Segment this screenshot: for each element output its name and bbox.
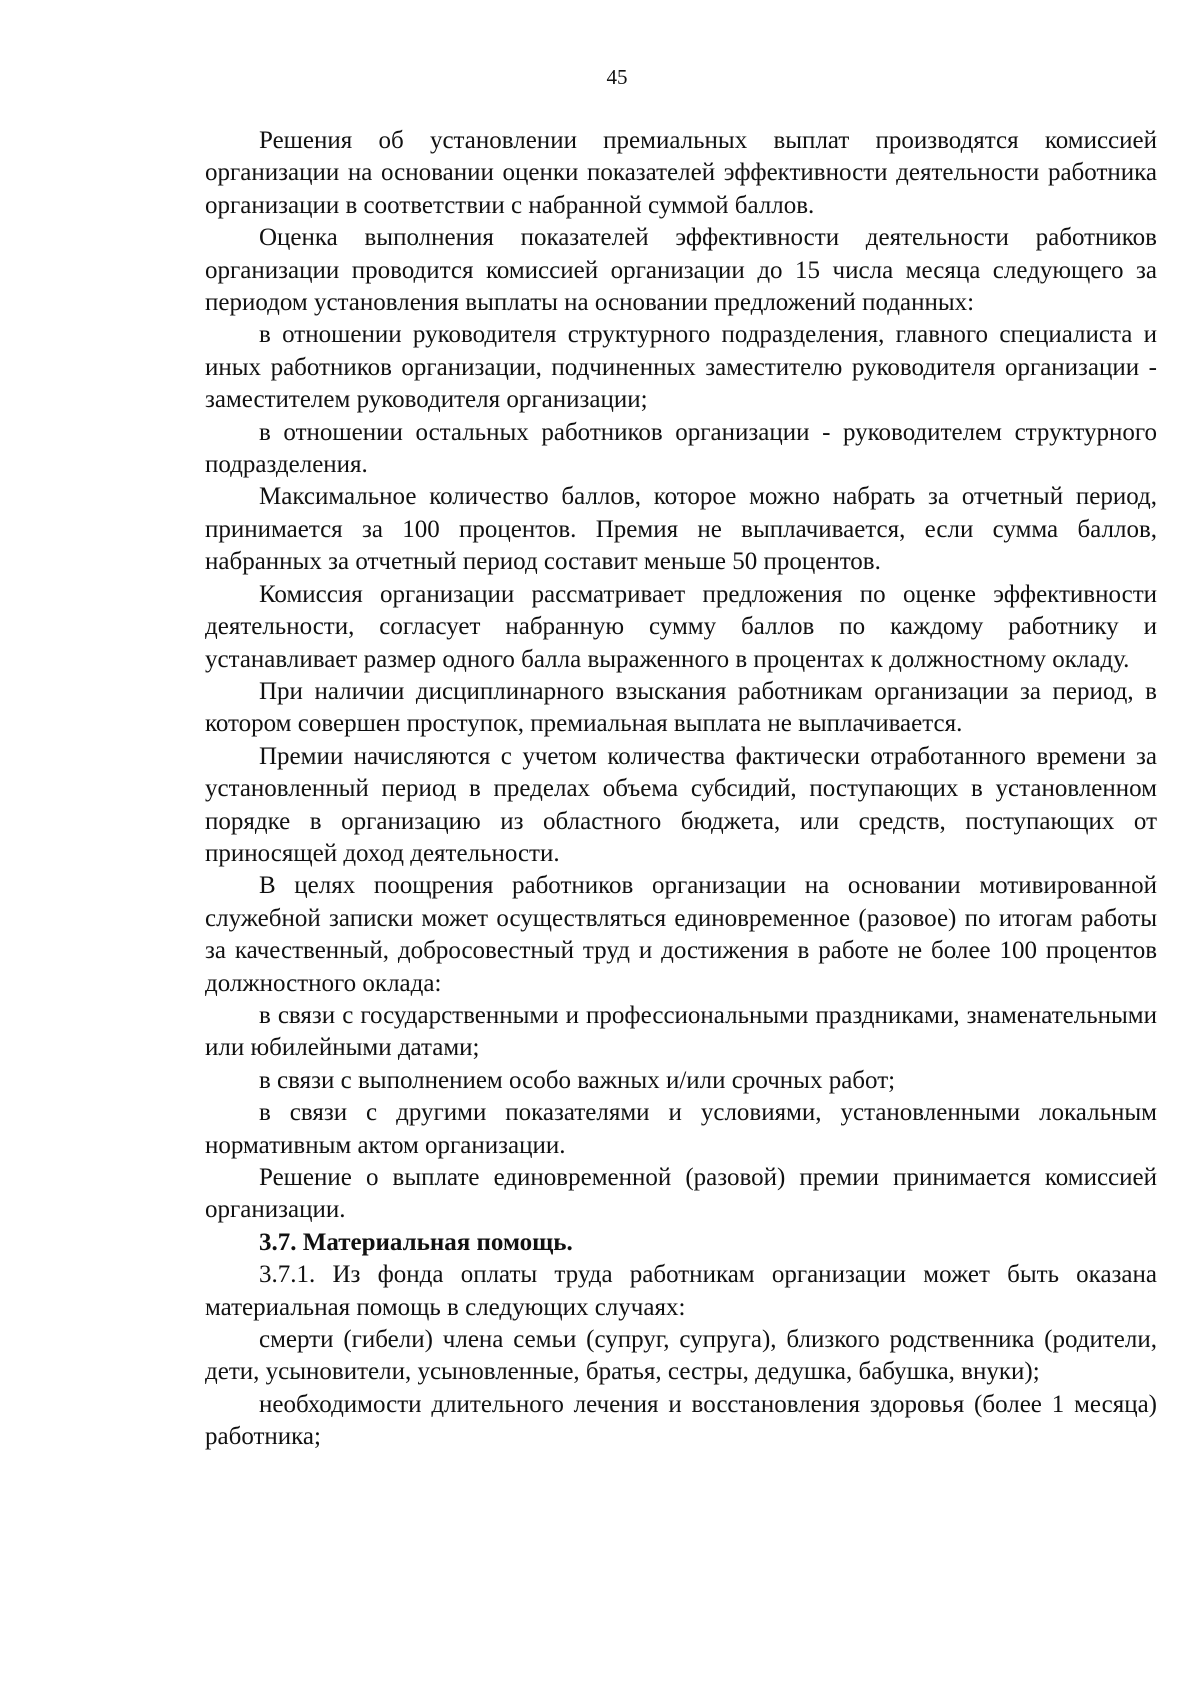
paragraph-proposals-heads: в отношении руководителя структурного подразделения, главного специалиста и иных работников организации, подчиненных заместителю руководителя организации - заместителем руководителя организации; [205,321,1157,414]
paragraph-long-treatment: необходимости длительного лечения и восстановления здоровья (более 1 месяца) работника; [205,1390,1157,1451]
paragraph-disciplinary-penalty: При наличии дисциплинарного взыскания работникам организации за период, в котором совершен проступок, премиальная выплата не выплачивается. [205,677,1157,738]
paragraph-family-death: смерти (гибели) члена семьи (супруг, супруга), близкого родственника (родители, дети, усыновители, усыновленные, братья, сестры, дедушка, бабушка, внуки); [205,1326,1157,1386]
paragraph-other-conditions: в связи с другими показателями и условиями, установленными локальным нормативным актом организации. [205,1099,1157,1159]
section-heading: 3.7. Материальная помощь. [259,1228,573,1256]
paragraph-urgent-work: в связи с выполнением особо важных и/или срочных работ; [259,1066,896,1094]
paragraph-premium-decisions: Решения об установлении премиальных выплат производятся комиссией организации на основании оценки показателей эффективности деятельности работника организации в соответствии с набранной суммой баллов. [205,127,1157,219]
paragraph-commission-review: Комиссия организации рассматривает предложения по оценке эффективности деятельности, согласует набранную сумму баллов по каждому работнику и устанавливает размер одного балла выраженного в процентах к должностному окладу. [205,580,1157,673]
paragraph-max-points: Максимальное количество баллов, которое можно набрать за отчетный период, принимается за 100 процентов. Премия не выплачивается, если сумма баллов, набранных за отчетный период составит меньше 50 процентов. [205,483,1157,576]
paragraph-performance-evaluation: Оценка выполнения показателей эффективности деятельности работников организации проводится комиссией организации до 15 числа месяца следующего за периодом установления выплаты на основании предложений поданных: [205,224,1157,317]
paragraph-one-time-bonus: В целях поощрения работников организации на основании мотивированной служебной записки может осуществляться единовременное (разовое) по итогам работы за качественный, добросовестный труд и достижения в работе не более 100 процентов должностного оклада: [205,872,1157,997]
document-body [205,125,1157,1454]
paragraph-holidays: в связи с государственными и профессиональными праздниками, знаменательными или юбилейными датами; [205,1001,1157,1062]
paragraph-premium-accrual: Премии начисляются с учетом количества фактически отработанного времени за установленный период в пределах объема субсидий, поступающих в установленном порядке в организацию из областного бюджета, или средств, поступающих от приносящей доход деятельности. [205,742,1157,867]
page-number: 45 [606,65,628,89]
paragraph-one-time-decision: Решение о выплате единовременной (разовой) премии принимается комиссией организации. [205,1164,1157,1224]
paragraph-material-aid-cases: 3.7.1. Из фонда оплаты труда работникам организации может быть оказана материальная помощь в следующих случаях: [205,1261,1157,1321]
paragraph-proposals-other-staff: в отношении остальных работников организации - руководителем структурного подразделения. [205,418,1157,479]
